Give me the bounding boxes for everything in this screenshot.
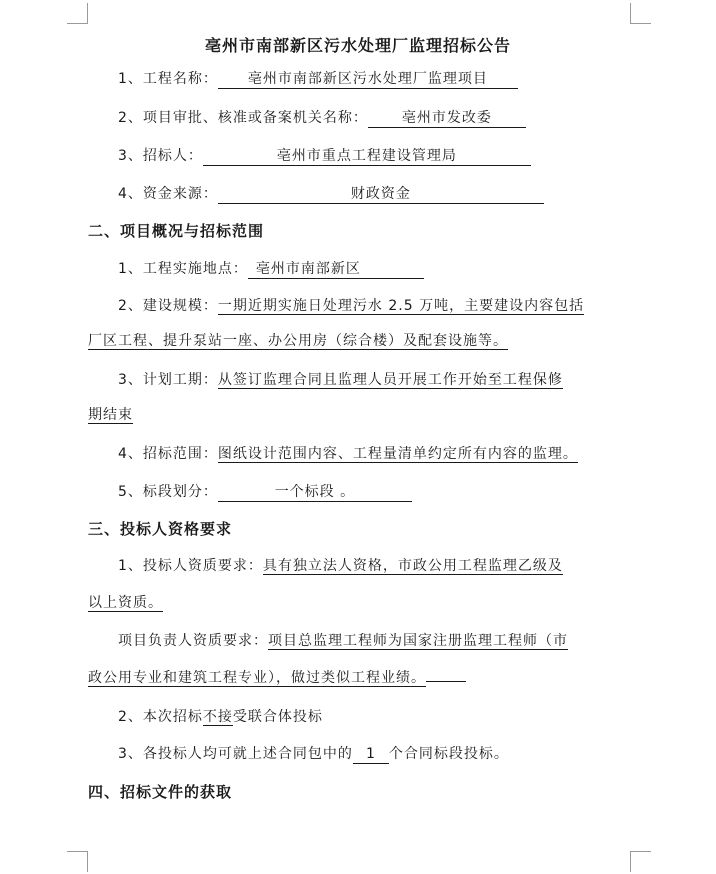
scale-value-a: 一期近期实施日处理污水 2.5 万吨，主要建设内容包括 — [217, 298, 585, 314]
fund-source-label: 4、资金来源： — [118, 186, 218, 202]
lot-bid-post: 个合同标段投标。 — [388, 746, 509, 762]
lot-division-value: 一个标段 。 — [218, 484, 412, 502]
schedule-value-a: 从签订监理合同且监理人员开展工作开始至工程保修 — [217, 372, 563, 388]
project-name-line — [118, 70, 518, 89]
site-value: 亳州市南部新区 — [248, 261, 424, 279]
margin-mark-bottom-right — [630, 851, 651, 872]
lot-bid-line — [118, 745, 509, 764]
manager-qualification-value-a: 项目总监理工程师为国家注册监理工程师（市 — [268, 633, 568, 649]
tenderer-line — [118, 147, 531, 166]
manager-qualification-blank — [426, 681, 466, 682]
schedule-line-2 — [88, 406, 133, 424]
section-4-heading: 四、招标文件的获取 — [88, 783, 233, 801]
schedule-label: 3、计划工期： — [118, 372, 218, 388]
scope-value: 图纸设计范围内容、工程量清单约定所有内容的监理。 — [217, 446, 578, 462]
lot-bid-count: 1 — [353, 746, 389, 764]
bidder-qualification-label: 1、投标人资质要求： — [118, 558, 263, 574]
consortium-not-accepted: 不接 — [202, 709, 233, 725]
scale-line-2 — [88, 332, 508, 350]
margin-mark-top-right — [630, 3, 651, 24]
approval-authority-label: 2、项目审批、核准或备案机关名称： — [118, 110, 368, 126]
approval-authority-value: 亳州市发改委 — [368, 110, 526, 128]
document-title: 亳州市南部新区污水处理厂监理招标公告 — [204, 36, 511, 55]
site-label: 1、工程实施地点： — [118, 261, 248, 277]
project-name-value: 亳州市南部新区污水处理厂监理项目 — [218, 71, 518, 89]
section-3-heading: 三、投标人资格要求 — [88, 520, 233, 538]
scale-label: 2、建设规模： — [118, 298, 218, 314]
margin-mark-top-left — [67, 3, 88, 24]
manager-qualification-line-1 — [118, 632, 568, 650]
bidder-qualification-line-2 — [88, 594, 163, 612]
lot-division-line — [118, 483, 412, 502]
schedule-value-b: 期结束 — [88, 407, 133, 423]
schedule-line-1 — [118, 371, 563, 389]
tenderer-label: 3、招标人： — [118, 148, 203, 164]
consortium-pre: 2、本次招标 — [118, 709, 203, 725]
consortium-post: 受联合体投标 — [232, 709, 323, 725]
scope-line — [118, 445, 578, 463]
scale-value-b: 厂区工程、提升泵站一座、办公用房（综合楼）及配套设施等。 — [88, 333, 508, 349]
bidder-qualification-line-1 — [118, 557, 563, 575]
consortium-line — [118, 708, 323, 726]
lot-bid-pre: 3、各投标人均可就上述合同包中的 — [118, 746, 353, 762]
fund-source-line — [118, 185, 544, 204]
tenderer-value: 亳州市重点工程建设管理局 — [203, 148, 531, 166]
lot-division-label: 5、标段划分： — [118, 484, 218, 500]
scale-line-1 — [118, 297, 584, 315]
margin-mark-bottom-left — [67, 851, 88, 872]
bidder-qualification-value-a: 具有独立法人资格，市政公用工程监理乙级及 — [262, 558, 563, 574]
approval-authority-line — [118, 109, 526, 128]
manager-qualification-line-2 — [88, 669, 466, 687]
section-2-heading: 二、项目概况与招标范围 — [88, 222, 265, 240]
scope-label: 4、招标范围： — [118, 446, 218, 462]
project-name-label: 1、工程名称： — [118, 71, 218, 87]
bidder-qualification-value-b: 以上资质。 — [88, 595, 163, 611]
manager-qualification-label: 项目负责人资质要求： — [118, 633, 268, 649]
manager-qualification-value-b: 政公用专业和建筑工程专业），做过类似工程业绩。 — [88, 670, 426, 686]
fund-source-value: 财政资金 — [218, 186, 544, 204]
site-line — [118, 260, 424, 279]
